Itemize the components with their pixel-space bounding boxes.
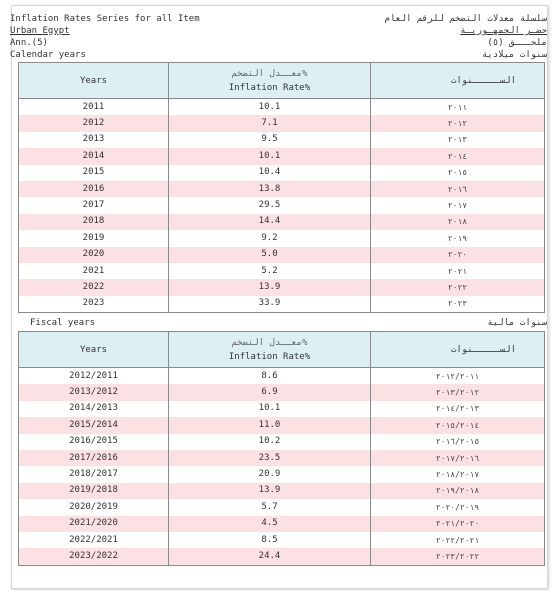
table-row [19,296,545,313]
col-years-ar: الســـــنوات [371,332,545,368]
rate-cell: 11.0 [169,417,371,433]
rate-cell: 20.9 [169,466,371,482]
year-ar-cell: ٢٠١٣/٢٠١٢ [371,384,545,400]
rate-cell: 29.5 [169,197,371,213]
year-ar-cell: ٢٠١٤/٢٠١٣ [371,401,545,417]
year-cell: 2021 [19,263,169,279]
year-ar-cell: ٢٠١٤ [371,148,545,164]
year-cell: 2012 [19,115,169,131]
table-row [19,247,545,263]
year-ar-cell: ٢٠٢١/٢٠٢٠ [371,516,545,532]
table-row [19,165,545,181]
table-row [19,263,545,279]
rate-cell: 6.9 [169,384,371,400]
year-ar-cell: ٢٠١٦ [371,181,545,197]
title-en: Inflation Rates Series for all Item [10,14,200,24]
table-row [19,548,545,565]
table-row [19,417,545,433]
rate-cell: 24.4 [169,548,371,565]
rate-cell: 10.1 [169,148,371,164]
year-cell: 2019/2018 [19,483,169,499]
rate-cell: 10.1 [169,401,371,417]
year-cell: 2014 [19,148,169,164]
rate-cell: 23.5 [169,450,371,466]
year-ar-cell: ٢٠١٥/٢٠١٤ [371,417,545,433]
col-rate-ar: %معــدل التضخم [231,337,308,348]
table-row [19,99,545,116]
table-row [19,532,545,548]
rate-cell: 4.5 [169,516,371,532]
year-ar-cell: ٢٠١٣ [371,132,545,148]
table-row [19,148,545,164]
year-cell: 2016/2015 [19,434,169,450]
calendar-label-ar: سنوات ميلادية [481,50,547,60]
year-cell: 2017 [19,197,169,213]
year-cell: 2015/2014 [19,417,169,433]
year-cell: 2017/2016 [19,450,169,466]
year-ar-cell: ٢٠١٩ [371,230,545,246]
rate-cell: 5.0 [169,247,371,263]
year-ar-cell: ٢٠٢٣ [371,296,545,313]
table-row [19,483,545,499]
table-row [19,197,545,213]
table-row [19,516,545,532]
table-row [19,115,545,131]
table-row [19,401,545,417]
region-ar: حضـر الجمهـوريـة [460,26,547,36]
year-ar-cell: ٢٠١٩/٢٠١٨ [371,483,545,499]
fiscal-table-header [19,332,545,368]
year-ar-cell: ٢٠١٨/٢٠١٧ [371,466,545,482]
year-cell: 2012/2011 [19,368,169,385]
year-cell: 2019 [19,230,169,246]
year-cell: 2018/2017 [19,466,169,482]
col-years-en: Years [19,63,169,99]
fiscal-label-ar: سنوات مالية [487,318,547,328]
year-cell: 2015 [19,165,169,181]
table-row [19,466,545,482]
col-rate [169,332,371,368]
year-cell: 2022 [19,279,169,295]
table-row [19,279,545,295]
rate-cell: 14.4 [169,214,371,230]
year-cell: 2023 [19,296,169,313]
year-ar-cell: ٢٠١٨ [371,214,545,230]
year-cell: 2020/2019 [19,499,169,515]
year-cell: 2018 [19,214,169,230]
year-ar-cell: ٢٠٢١ [371,263,545,279]
rate-cell: 10.4 [169,165,371,181]
rate-cell: 7.1 [169,115,371,131]
table-row [19,499,545,515]
rate-cell: 9.2 [169,230,371,246]
col-rate [169,63,371,99]
region-en: Urban Egypt [10,26,70,36]
rate-cell: 8.6 [169,368,371,385]
table-row [19,214,545,230]
year-ar-cell: ٢٠١٢ [371,115,545,131]
col-rate-en: Inflation Rate% [228,82,311,93]
calendar-table-header [19,63,545,99]
col-rate-en: Inflation Rate% [228,351,311,362]
fiscal-label-en: Fiscal years [30,318,96,328]
table-row [19,450,545,466]
calendar-table [18,62,545,313]
table-row [19,181,545,197]
annex-ar: ملحـــق (٥) [487,38,547,48]
year-ar-cell: ٢٠٢٠/٢٠١٩ [371,499,545,515]
year-cell: 2020 [19,247,169,263]
year-cell: 2022/2021 [19,532,169,548]
rate-cell: 13.8 [169,181,371,197]
year-cell: 2023/2022 [19,548,169,565]
rate-cell: 13.9 [169,483,371,499]
calendar-label-en: Calendar years [10,50,86,60]
year-ar-cell: ٢٠١٢/٢٠١١ [371,368,545,385]
title-ar: سلسلة معدلات التضخم للرقم العام [384,14,547,24]
year-ar-cell: ٢٠١١ [371,99,545,116]
rate-cell: 10.1 [169,99,371,116]
year-ar-cell: ٢٠٢٢/٢٠٢١ [371,532,545,548]
year-ar-cell: ٢٠١٦/٢٠١٥ [371,434,545,450]
rate-cell: 9.5 [169,132,371,148]
year-ar-cell: ٢٠٢٢ [371,279,545,295]
rate-cell: 33.9 [169,296,371,313]
rate-cell: 10.2 [169,434,371,450]
year-ar-cell: ٢٠٢٠ [371,247,545,263]
rate-cell: 8.5 [169,532,371,548]
year-cell: 2016 [19,181,169,197]
year-ar-cell: ٢٠١٥ [371,165,545,181]
rate-cell: 5.2 [169,263,371,279]
col-years-en: Years [19,332,169,368]
col-years-ar: الســـــنوات [371,63,545,99]
rate-cell: 5.7 [169,499,371,515]
year-cell: 2013/2012 [19,384,169,400]
col-rate-ar: %معــدل التضخم [231,68,308,79]
table-row [19,132,545,148]
year-cell: 2011 [19,99,169,116]
year-cell: 2021/2020 [19,516,169,532]
calendar-table-body [19,99,545,313]
fiscal-table-body [19,368,545,566]
table-row [19,230,545,246]
fiscal-table [18,331,545,566]
year-cell: 2014/2013 [19,401,169,417]
rate-cell: 13.9 [169,279,371,295]
year-cell: 2013 [19,132,169,148]
year-ar-cell: ٢٠١٧ [371,197,545,213]
table-row [19,434,545,450]
annex-en: Ann.(5) [10,38,48,48]
table-row [19,368,545,385]
year-ar-cell: ٢٠١٧/٢٠١٦ [371,450,545,466]
table-row [19,384,545,400]
year-ar-cell: ٢٠٢٣/٢٠٢٢ [371,548,545,565]
